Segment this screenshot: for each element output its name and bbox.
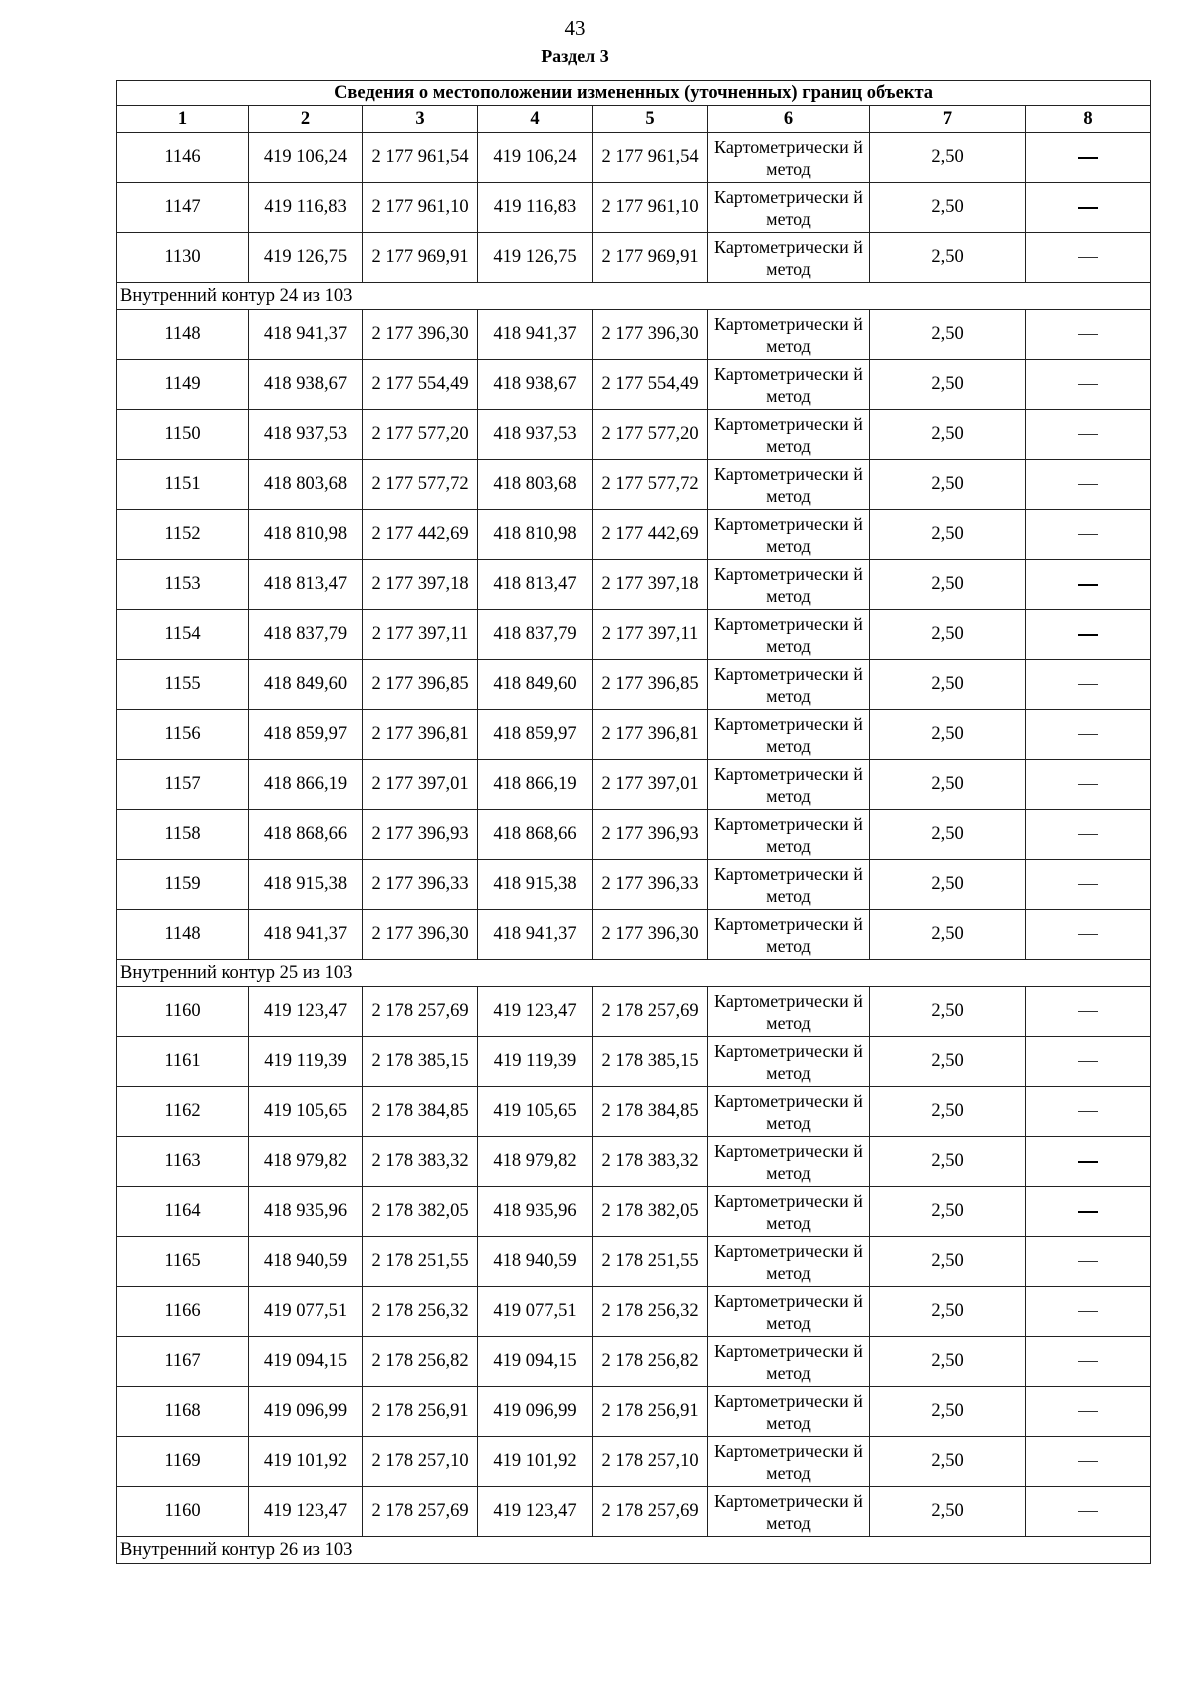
method-cell: Картометрически й метод bbox=[708, 987, 870, 1037]
accuracy-cell: 2,50 bbox=[870, 233, 1026, 283]
old-x: 419 105,65 bbox=[249, 1087, 363, 1137]
empty-value-cell bbox=[1026, 660, 1151, 710]
empty-value-cell bbox=[1026, 710, 1151, 760]
empty-value-cell bbox=[1026, 1187, 1151, 1237]
dash-mark bbox=[1078, 1161, 1098, 1163]
dash-mark bbox=[1078, 157, 1098, 159]
method-cell: Картометрически й метод bbox=[708, 910, 870, 960]
table-row bbox=[117, 1337, 1151, 1387]
method-cell: Картометрически й метод bbox=[708, 133, 870, 183]
table-row bbox=[117, 183, 1151, 233]
accuracy-cell: 2,50 bbox=[870, 410, 1026, 460]
new-y: 2 177 397,18 bbox=[593, 560, 708, 610]
table-row bbox=[117, 910, 1151, 960]
method-cell: Картометрически й метод bbox=[708, 610, 870, 660]
empty-value-cell bbox=[1026, 233, 1151, 283]
old-x: 419 123,47 bbox=[249, 987, 363, 1037]
new-y: 2 177 397,11 bbox=[593, 610, 708, 660]
new-y: 2 177 554,49 bbox=[593, 360, 708, 410]
old-y: 2 178 251,55 bbox=[363, 1237, 478, 1287]
old-y: 2 178 256,91 bbox=[363, 1387, 478, 1437]
table-row bbox=[117, 410, 1151, 460]
table-row bbox=[117, 1137, 1151, 1187]
old-x: 418 979,82 bbox=[249, 1137, 363, 1187]
column-number: 5 bbox=[593, 106, 708, 133]
empty-value-cell bbox=[1026, 183, 1151, 233]
empty-value-cell bbox=[1026, 460, 1151, 510]
dash-mark bbox=[1078, 634, 1098, 636]
new-y: 2 178 256,32 bbox=[593, 1287, 708, 1337]
new-x: 418 938,67 bbox=[478, 360, 593, 410]
point-number: 1156 bbox=[117, 710, 249, 760]
new-x: 418 810,98 bbox=[478, 510, 593, 560]
contour-label: Внутренний контур 25 из 103 bbox=[117, 960, 1151, 987]
accuracy-cell: 2,50 bbox=[870, 560, 1026, 610]
method-cell: Картометрически й метод bbox=[708, 310, 870, 360]
table-row bbox=[117, 560, 1151, 610]
new-y: 2 177 397,01 bbox=[593, 760, 708, 810]
old-x: 418 915,38 bbox=[249, 860, 363, 910]
dash-mark bbox=[1078, 884, 1098, 885]
point-number: 1151 bbox=[117, 460, 249, 510]
old-y: 2 177 577,72 bbox=[363, 460, 478, 510]
column-number: 3 bbox=[363, 106, 478, 133]
table-row bbox=[117, 1387, 1151, 1437]
new-x: 419 116,83 bbox=[478, 183, 593, 233]
point-number: 1146 bbox=[117, 133, 249, 183]
new-x: 418 937,53 bbox=[478, 410, 593, 460]
new-y: 2 178 385,15 bbox=[593, 1037, 708, 1087]
new-x: 419 105,65 bbox=[478, 1087, 593, 1137]
old-x: 419 119,39 bbox=[249, 1037, 363, 1087]
empty-value-cell bbox=[1026, 1337, 1151, 1387]
empty-value-cell bbox=[1026, 810, 1151, 860]
old-y: 2 178 383,32 bbox=[363, 1137, 478, 1187]
method-cell: Картометрически й метод bbox=[708, 860, 870, 910]
accuracy-cell: 2,50 bbox=[870, 1187, 1026, 1237]
accuracy-cell: 2,50 bbox=[870, 710, 1026, 760]
empty-value-cell bbox=[1026, 310, 1151, 360]
table-row bbox=[117, 860, 1151, 910]
method-cell: Картометрически й метод bbox=[708, 1087, 870, 1137]
column-number: 1 bbox=[117, 106, 249, 133]
old-x: 419 077,51 bbox=[249, 1287, 363, 1337]
method-cell: Картометрически й метод bbox=[708, 510, 870, 560]
old-y: 2 178 384,85 bbox=[363, 1087, 478, 1137]
accuracy-cell: 2,50 bbox=[870, 510, 1026, 560]
new-y: 2 177 577,72 bbox=[593, 460, 708, 510]
point-number: 1152 bbox=[117, 510, 249, 560]
method-cell: Картометрически й метод bbox=[708, 360, 870, 410]
table-row bbox=[117, 1187, 1151, 1237]
column-number: 4 bbox=[478, 106, 593, 133]
table-row bbox=[117, 510, 1151, 560]
accuracy-cell: 2,50 bbox=[870, 1237, 1026, 1287]
new-x: 418 935,96 bbox=[478, 1187, 593, 1237]
table-row bbox=[117, 1237, 1151, 1287]
table-row bbox=[117, 710, 1151, 760]
old-y: 2 177 969,91 bbox=[363, 233, 478, 283]
dash-mark bbox=[1078, 1011, 1098, 1012]
method-cell: Картометрически й метод bbox=[708, 1387, 870, 1437]
empty-value-cell bbox=[1026, 910, 1151, 960]
dash-mark bbox=[1078, 534, 1098, 535]
dash-mark bbox=[1078, 934, 1098, 935]
accuracy-cell: 2,50 bbox=[870, 1087, 1026, 1137]
point-number: 1153 bbox=[117, 560, 249, 610]
new-x: 419 126,75 bbox=[478, 233, 593, 283]
new-x: 419 123,47 bbox=[478, 987, 593, 1037]
old-y: 2 177 396,93 bbox=[363, 810, 478, 860]
point-number: 1149 bbox=[117, 360, 249, 410]
new-y: 2 178 257,69 bbox=[593, 987, 708, 1037]
point-number: 1157 bbox=[117, 760, 249, 810]
old-y: 2 177 396,81 bbox=[363, 710, 478, 760]
dash-mark bbox=[1078, 1261, 1098, 1262]
table-row bbox=[117, 1287, 1151, 1337]
old-x: 418 813,47 bbox=[249, 560, 363, 610]
page-number: 43 bbox=[564, 16, 586, 40]
new-x: 418 837,79 bbox=[478, 610, 593, 660]
table-row bbox=[117, 360, 1151, 410]
new-y: 2 177 442,69 bbox=[593, 510, 708, 560]
new-y: 2 177 969,91 bbox=[593, 233, 708, 283]
table-row bbox=[117, 1037, 1151, 1087]
new-y: 2 177 396,33 bbox=[593, 860, 708, 910]
point-number: 1167 bbox=[117, 1337, 249, 1387]
empty-value-cell bbox=[1026, 1137, 1151, 1187]
method-cell: Картометрически й метод bbox=[708, 1137, 870, 1187]
dash-mark bbox=[1078, 1511, 1098, 1512]
accuracy-cell: 2,50 bbox=[870, 1387, 1026, 1437]
new-y: 2 177 396,85 bbox=[593, 660, 708, 710]
new-x: 418 979,82 bbox=[478, 1137, 593, 1187]
empty-value-cell bbox=[1026, 410, 1151, 460]
old-y: 2 177 397,01 bbox=[363, 760, 478, 810]
new-x: 419 123,47 bbox=[478, 1487, 593, 1537]
method-cell: Картометрически й метод bbox=[708, 1437, 870, 1487]
accuracy-cell: 2,50 bbox=[870, 910, 1026, 960]
table-caption: Сведения о местоположении измененных (уточненных) границ объекта bbox=[117, 81, 1151, 106]
table-row bbox=[117, 133, 1151, 183]
new-x: 419 101,92 bbox=[478, 1437, 593, 1487]
old-y: 2 177 396,85 bbox=[363, 660, 478, 710]
old-y: 2 177 961,54 bbox=[363, 133, 478, 183]
old-y: 2 178 257,69 bbox=[363, 1487, 478, 1537]
old-x: 419 096,99 bbox=[249, 1387, 363, 1437]
new-x: 418 849,60 bbox=[478, 660, 593, 710]
new-x: 418 941,37 bbox=[478, 910, 593, 960]
point-number: 1160 bbox=[117, 1487, 249, 1537]
new-x: 418 866,19 bbox=[478, 760, 593, 810]
dash-mark bbox=[1078, 1361, 1098, 1362]
dash-mark bbox=[1078, 584, 1098, 586]
new-y: 2 178 256,91 bbox=[593, 1387, 708, 1437]
table-row bbox=[117, 760, 1151, 810]
old-y: 2 177 961,10 bbox=[363, 183, 478, 233]
method-cell: Картометрически й метод bbox=[708, 1237, 870, 1287]
new-x: 418 940,59 bbox=[478, 1237, 593, 1287]
old-x: 418 941,37 bbox=[249, 910, 363, 960]
new-y: 2 177 961,10 bbox=[593, 183, 708, 233]
old-x: 418 859,97 bbox=[249, 710, 363, 760]
old-x: 419 106,24 bbox=[249, 133, 363, 183]
empty-value-cell bbox=[1026, 1037, 1151, 1087]
accuracy-cell: 2,50 bbox=[870, 1437, 1026, 1487]
empty-value-cell bbox=[1026, 1237, 1151, 1287]
accuracy-cell: 2,50 bbox=[870, 987, 1026, 1037]
empty-value-cell bbox=[1026, 1437, 1151, 1487]
table-row bbox=[117, 987, 1151, 1037]
accuracy-cell: 2,50 bbox=[870, 860, 1026, 910]
point-number: 1155 bbox=[117, 660, 249, 710]
dash-mark bbox=[1078, 784, 1098, 785]
dash-mark bbox=[1078, 684, 1098, 685]
old-x: 419 101,92 bbox=[249, 1437, 363, 1487]
method-cell: Картометрически й метод bbox=[708, 233, 870, 283]
accuracy-cell: 2,50 bbox=[870, 1487, 1026, 1537]
table-row bbox=[117, 1487, 1151, 1537]
point-number: 1169 bbox=[117, 1437, 249, 1487]
table-row bbox=[117, 1437, 1151, 1487]
new-y: 2 178 256,82 bbox=[593, 1337, 708, 1387]
contour-label: Внутренний контур 26 из 103 bbox=[117, 1537, 1151, 1564]
accuracy-cell: 2,50 bbox=[870, 810, 1026, 860]
accuracy-cell: 2,50 bbox=[870, 133, 1026, 183]
column-number: 7 bbox=[870, 106, 1026, 133]
new-y: 2 177 396,30 bbox=[593, 910, 708, 960]
empty-value-cell bbox=[1026, 133, 1151, 183]
new-y: 2 177 396,93 bbox=[593, 810, 708, 860]
new-x: 418 868,66 bbox=[478, 810, 593, 860]
old-x: 418 866,19 bbox=[249, 760, 363, 810]
old-x: 419 116,83 bbox=[249, 183, 363, 233]
new-x: 418 859,97 bbox=[478, 710, 593, 760]
new-x: 418 803,68 bbox=[478, 460, 593, 510]
table-row bbox=[117, 610, 1151, 660]
table-row bbox=[117, 1087, 1151, 1137]
table-row bbox=[117, 310, 1151, 360]
empty-value-cell bbox=[1026, 860, 1151, 910]
accuracy-cell: 2,50 bbox=[870, 310, 1026, 360]
empty-value-cell bbox=[1026, 510, 1151, 560]
method-cell: Картометрически й метод bbox=[708, 1487, 870, 1537]
old-x: 419 094,15 bbox=[249, 1337, 363, 1387]
dash-mark bbox=[1078, 207, 1098, 209]
empty-value-cell bbox=[1026, 360, 1151, 410]
new-x: 419 119,39 bbox=[478, 1037, 593, 1087]
new-x: 418 813,47 bbox=[478, 560, 593, 610]
contour-header-row bbox=[117, 1537, 1151, 1564]
dash-mark bbox=[1078, 734, 1098, 735]
method-cell: Картометрически й метод bbox=[708, 710, 870, 760]
old-x: 418 937,53 bbox=[249, 410, 363, 460]
new-x: 419 094,15 bbox=[478, 1337, 593, 1387]
old-y: 2 177 396,30 bbox=[363, 310, 478, 360]
new-y: 2 178 383,32 bbox=[593, 1137, 708, 1187]
contour-header-row bbox=[117, 960, 1151, 987]
dash-mark bbox=[1078, 1061, 1098, 1062]
method-cell: Картометрически й метод bbox=[708, 760, 870, 810]
new-y: 2 177 961,54 bbox=[593, 133, 708, 183]
point-number: 1160 bbox=[117, 987, 249, 1037]
new-x: 418 941,37 bbox=[478, 310, 593, 360]
new-y: 2 178 257,69 bbox=[593, 1487, 708, 1537]
old-x: 418 940,59 bbox=[249, 1237, 363, 1287]
accuracy-cell: 2,50 bbox=[870, 1037, 1026, 1087]
new-x: 419 106,24 bbox=[478, 133, 593, 183]
new-x: 419 096,99 bbox=[478, 1387, 593, 1437]
new-y: 2 178 251,55 bbox=[593, 1237, 708, 1287]
dash-mark bbox=[1078, 334, 1098, 335]
table-row bbox=[117, 233, 1151, 283]
old-y: 2 178 257,69 bbox=[363, 987, 478, 1037]
method-cell: Картометрически й метод bbox=[708, 183, 870, 233]
accuracy-cell: 2,50 bbox=[870, 1337, 1026, 1387]
new-x: 418 915,38 bbox=[478, 860, 593, 910]
new-y: 2 178 382,05 bbox=[593, 1187, 708, 1237]
dash-mark bbox=[1078, 257, 1098, 258]
new-y: 2 178 384,85 bbox=[593, 1087, 708, 1137]
old-x: 418 868,66 bbox=[249, 810, 363, 860]
method-cell: Картометрически й метод bbox=[708, 810, 870, 860]
method-cell: Картометрически й метод bbox=[708, 1187, 870, 1237]
method-cell: Картометрически й метод bbox=[708, 460, 870, 510]
dash-mark bbox=[1078, 834, 1098, 835]
accuracy-cell: 2,50 bbox=[870, 1137, 1026, 1187]
dash-mark bbox=[1078, 1111, 1098, 1112]
old-y: 2 177 442,69 bbox=[363, 510, 478, 560]
empty-value-cell bbox=[1026, 560, 1151, 610]
empty-value-cell bbox=[1026, 1087, 1151, 1137]
old-x: 418 837,79 bbox=[249, 610, 363, 660]
old-y: 2 177 396,33 bbox=[363, 860, 478, 910]
method-cell: Картометрически й метод bbox=[708, 1037, 870, 1087]
accuracy-cell: 2,50 bbox=[870, 460, 1026, 510]
dash-mark bbox=[1078, 384, 1098, 385]
point-number: 1158 bbox=[117, 810, 249, 860]
dash-mark bbox=[1078, 1461, 1098, 1462]
dash-mark bbox=[1078, 1211, 1098, 1213]
table-row bbox=[117, 460, 1151, 510]
old-x: 418 810,98 bbox=[249, 510, 363, 560]
point-number: 1148 bbox=[117, 310, 249, 360]
method-cell: Картометрически й метод bbox=[708, 1337, 870, 1387]
accuracy-cell: 2,50 bbox=[870, 660, 1026, 710]
dash-mark bbox=[1078, 484, 1098, 485]
old-y: 2 178 385,15 bbox=[363, 1037, 478, 1087]
old-x: 418 849,60 bbox=[249, 660, 363, 710]
point-number: 1162 bbox=[117, 1087, 249, 1137]
accuracy-cell: 2,50 bbox=[870, 360, 1026, 410]
contour-label: Внутренний контур 24 из 103 bbox=[117, 283, 1151, 310]
dash-mark bbox=[1078, 434, 1098, 435]
old-y: 2 177 397,18 bbox=[363, 560, 478, 610]
point-number: 1165 bbox=[117, 1237, 249, 1287]
old-x: 418 935,96 bbox=[249, 1187, 363, 1237]
old-x: 419 126,75 bbox=[249, 233, 363, 283]
accuracy-cell: 2,50 bbox=[870, 760, 1026, 810]
old-y: 2 178 256,32 bbox=[363, 1287, 478, 1337]
empty-value-cell bbox=[1026, 760, 1151, 810]
old-y: 2 178 257,10 bbox=[363, 1437, 478, 1487]
column-number: 8 bbox=[1026, 106, 1151, 133]
empty-value-cell bbox=[1026, 1387, 1151, 1437]
empty-value-cell bbox=[1026, 987, 1151, 1037]
dash-mark bbox=[1078, 1411, 1098, 1412]
accuracy-cell: 2,50 bbox=[870, 183, 1026, 233]
column-numbers-row bbox=[117, 106, 1151, 133]
old-y: 2 177 554,49 bbox=[363, 360, 478, 410]
new-y: 2 177 396,81 bbox=[593, 710, 708, 760]
point-number: 1130 bbox=[117, 233, 249, 283]
point-number: 1154 bbox=[117, 610, 249, 660]
empty-value-cell bbox=[1026, 1287, 1151, 1337]
column-number: 6 bbox=[708, 106, 870, 133]
old-x: 418 938,67 bbox=[249, 360, 363, 410]
accuracy-cell: 2,50 bbox=[870, 1287, 1026, 1337]
method-cell: Картометрически й метод bbox=[708, 660, 870, 710]
empty-value-cell bbox=[1026, 1487, 1151, 1537]
old-x: 419 123,47 bbox=[249, 1487, 363, 1537]
point-number: 1148 bbox=[117, 910, 249, 960]
point-number: 1147 bbox=[117, 183, 249, 233]
table-caption-row bbox=[117, 81, 1151, 106]
old-y: 2 178 256,82 bbox=[363, 1337, 478, 1387]
point-number: 1159 bbox=[117, 860, 249, 910]
empty-value-cell bbox=[1026, 610, 1151, 660]
point-number: 1166 bbox=[117, 1287, 249, 1337]
method-cell: Картометрически й метод bbox=[708, 560, 870, 610]
point-number: 1161 bbox=[117, 1037, 249, 1087]
point-number: 1150 bbox=[117, 410, 249, 460]
new-y: 2 177 396,30 bbox=[593, 310, 708, 360]
new-y: 2 178 257,10 bbox=[593, 1437, 708, 1487]
section-title: Раздел 3 bbox=[541, 46, 609, 66]
dash-mark bbox=[1078, 1311, 1098, 1312]
point-number: 1163 bbox=[117, 1137, 249, 1187]
method-cell: Картометрически й метод bbox=[708, 410, 870, 460]
table-row bbox=[117, 660, 1151, 710]
old-y: 2 177 577,20 bbox=[363, 410, 478, 460]
old-x: 418 803,68 bbox=[249, 460, 363, 510]
old-y: 2 177 397,11 bbox=[363, 610, 478, 660]
old-y: 2 177 396,30 bbox=[363, 910, 478, 960]
method-cell: Картометрически й метод bbox=[708, 1287, 870, 1337]
point-number: 1168 bbox=[117, 1387, 249, 1437]
table-row bbox=[117, 810, 1151, 860]
new-y: 2 177 577,20 bbox=[593, 410, 708, 460]
point-number: 1164 bbox=[117, 1187, 249, 1237]
contour-header-row bbox=[117, 283, 1151, 310]
column-number: 2 bbox=[249, 106, 363, 133]
accuracy-cell: 2,50 bbox=[870, 610, 1026, 660]
old-y: 2 178 382,05 bbox=[363, 1187, 478, 1237]
boundary-coordinates-table bbox=[116, 80, 1151, 1564]
old-x: 418 941,37 bbox=[249, 310, 363, 360]
new-x: 419 077,51 bbox=[478, 1287, 593, 1337]
